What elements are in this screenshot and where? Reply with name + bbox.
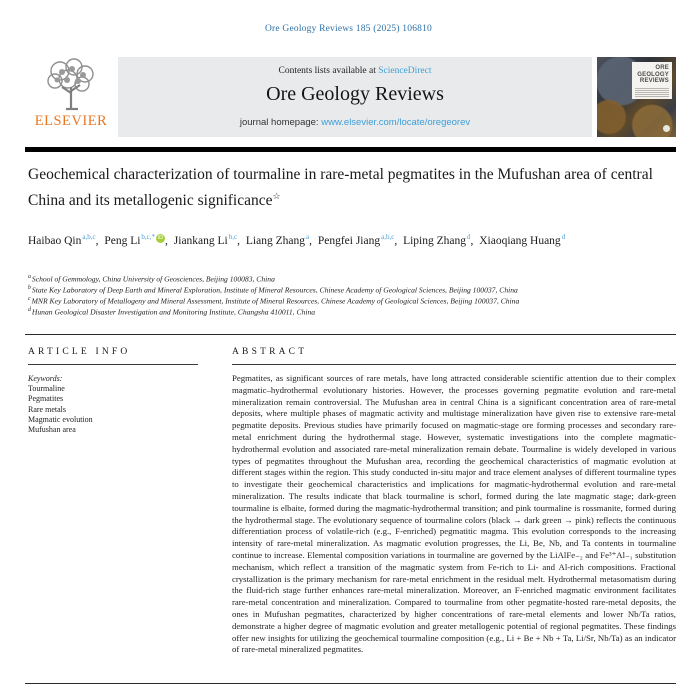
author <box>104 235 165 247</box>
author-affil-sup: b,c <box>228 233 238 241</box>
affiliation-sup: d <box>28 307 31 314</box>
affiliation-text: MNR Key Laboratory of Metallogeny and Mineral Assessment, Institute of Mineral Resources, Chinese Academy of Geological Sciences, Beijing 100037, China <box>31 296 520 306</box>
abstract-heading: ABSTRACT <box>232 347 308 357</box>
author <box>28 235 96 247</box>
author <box>479 235 565 247</box>
affiliation-sup: a <box>28 274 31 280</box>
article-info-column <box>28 347 204 656</box>
author <box>174 235 237 247</box>
article-info-rule <box>28 364 198 365</box>
author <box>317 233 398 247</box>
affiliation <box>28 273 667 284</box>
elsevier-logo <box>25 57 117 137</box>
header-divider-bar <box>25 147 676 152</box>
article-title-text: Geochemical characterization of tourmaline in rare-metal pegmatites in the Mufushan area of central China and its metallogenic significance <box>28 166 653 209</box>
homepage-prefix: journal homepage: <box>239 117 322 128</box>
journal-header <box>25 57 676 137</box>
abstract-text: Pegmatites, as significant sources of rare metals, have long attracted considerable scientific attention due to their complex magmatic–hydrothermal evolutionary histories. However, the processes governing pegmatite evolution and rare-metal mineralization remain controversial. The Mufushan area in central China is a significant concentration area of rare-metal deposits, where multiple phases of magmatic activity and multistage mineralization have given rise to extensive rare-metal pegmatite deposits. Previous studies have primarily focused on magmatic-stage ore forming processes and secondary rare-metal enrichment during the hydrothermal stage. However, systematic investigations into the complete magmatic-hydrothermal evolution and associated rare-metal mineralization remain debate. Tourmaline is widely developed in various types of pegmatites throughout the Mufushan area, recording the geochemical characteristics of magmatic evolution at different stages within the region. This study conducted in-situ major and trace element analyses of different tourmaline types to investigate their geochemical characteristics and implications for magmatic-hydrothermal evolution and rare-metal mineralization. The results indicate that black tourmaline is schorl, formed during the late magmatic stage; dark-green tourmaline is elbaite, formed during the magmatic-hydrothermal transition; and pink tourmaline is rossmanite, formed during the hydrothermal stage. The evolutionary sequence of tourmaline colors (black → dark green → pink) reflects the continuous differentiation process of volatile-rich (e.g., F-enriched) pegmatitic magma. This evolution corresponds to the increasing intensity of rare-metal mineralization. As magmatic evolution progresses, the Li, Be, Nb, and Ta contents in tourmaline continue to increase. Elemental composition variations in tourmaline are governed by the LiAlFe₋₂ and Fe³⁺Al₋₁ substitution mechanism, which reflect a transition of the magmatic system from Fe-rich to Li- and Al-rich compositions. Fractional crystallization is the primary mechanism for rare-metal enrichment in the residual melt. Hydrothermal metasomatism during the fluid-rich stage further enhances rare-metal mineralization. Moreover, an F-enriched magmatic environment facilitates rare-metal concentration and mineralization. Compared to tourmaline from other pegmatite-hosted rare-metal deposits, the ones in Mufushan pegmatites, characterized by higher concentrations of rare-metal elements and lower Nb/Ta ratios, demonstrate a higher degree of magmatic evolution and greater metallogenic potential of regional pegmatites. These findings offer new insights for utilizing the geochemical tourmaline composition (e.g., Li + Be + Nb + Ta, Li/Sr, Nb/Ta) as an indicator of rare-metal mineralized pegmatites. <box>232 373 676 655</box>
author-separator: , <box>470 234 474 247</box>
affiliation <box>28 284 667 295</box>
author-name: Xiaoqiang Huang <box>479 234 561 247</box>
info-abstract-columns <box>28 347 676 656</box>
journal-cover-image <box>597 57 676 137</box>
contents-line <box>118 57 592 76</box>
title-footnote-star[interactable]: ☆ <box>272 190 281 201</box>
homepage-line <box>118 117 592 128</box>
article-title <box>28 164 663 211</box>
journal-homepage-link[interactable]: www.elsevier.com/locate/oregeorev <box>321 117 471 128</box>
author-affil-sup: b,c,* <box>141 233 156 241</box>
affiliation-text: State Key Laboratory of Deep Earth and Mineral Exploration, Institute of Mineral Resources, Chinese Academy of Geological Sciences, Beijing 100037, China <box>31 285 518 295</box>
cover-title-text: ORE GEOLOGY REVIEWS <box>637 65 669 84</box>
sciencedirect-link[interactable]: ScienceDirect <box>378 66 432 76</box>
author-list <box>28 227 657 252</box>
author-affil-sup: d <box>466 233 471 241</box>
author-affil-sup: d <box>561 233 566 241</box>
author-affil-sup: a,b,c <box>82 233 96 241</box>
keyword-item: Rare metals <box>28 404 66 414</box>
journal-cover-title <box>632 62 672 99</box>
affiliation-text: School of Gemmology, China University of Geosciences, Beijing 100083, China <box>31 274 275 284</box>
author-name: Liang Zhang <box>245 234 305 247</box>
orcid-icon[interactable]: iD <box>157 235 164 241</box>
author <box>246 235 309 247</box>
cover-publisher-mark <box>663 125 670 132</box>
affiliation-list <box>28 273 667 318</box>
keyword-item: Tourmaline <box>28 384 65 394</box>
author-name: Liping Zhang <box>403 234 466 247</box>
author <box>403 235 470 247</box>
abstract-rule <box>232 364 676 365</box>
keyword-item: Magmatic evolution <box>28 414 93 424</box>
keyword-item: Mufushan area <box>28 425 76 435</box>
cover-fineprint <box>635 87 669 97</box>
article-info-heading: ARTICLE INFO <box>28 347 131 357</box>
section-top-rule <box>25 334 676 335</box>
author-separator: , <box>237 234 240 247</box>
affiliation-text: Hunan Geological Disaster Investigation and Monitoring Institute, Changsha 410011, China <box>31 307 316 317</box>
journal-citation: Ore Geology Reviews 185 (2025) 106810 <box>264 24 433 34</box>
keywords-label: Keywords: <box>28 374 63 383</box>
page-bottom-rule <box>25 683 676 684</box>
author-separator: , <box>95 234 99 247</box>
affiliation-sup: b <box>28 285 31 292</box>
elsevier-tree-icon <box>25 57 117 115</box>
affiliation <box>28 295 667 306</box>
keyword-item: Pegmatites <box>28 394 64 404</box>
author-name: Peng Li <box>104 234 141 247</box>
affiliation-sup: c <box>28 296 31 303</box>
author-affil-sup: a <box>305 233 310 241</box>
author-separator: , <box>165 234 168 247</box>
author-separator: , <box>394 234 398 247</box>
abstract-column <box>232 347 676 656</box>
journal-banner <box>118 57 592 137</box>
author-name: Haibao Qin <box>28 234 82 247</box>
author-affil-sup: a,b,c <box>381 233 395 241</box>
author-name: Jiankang Li <box>173 234 228 247</box>
contents-prefix: Contents lists available at <box>278 66 379 76</box>
author-name: Pengfei Jiang <box>317 234 381 247</box>
author-separator: , <box>309 234 312 247</box>
elsevier-wordmark: ELSEVIER <box>34 113 108 129</box>
affiliation <box>28 306 667 317</box>
journal-title: Ore Geology Reviews <box>266 83 444 105</box>
